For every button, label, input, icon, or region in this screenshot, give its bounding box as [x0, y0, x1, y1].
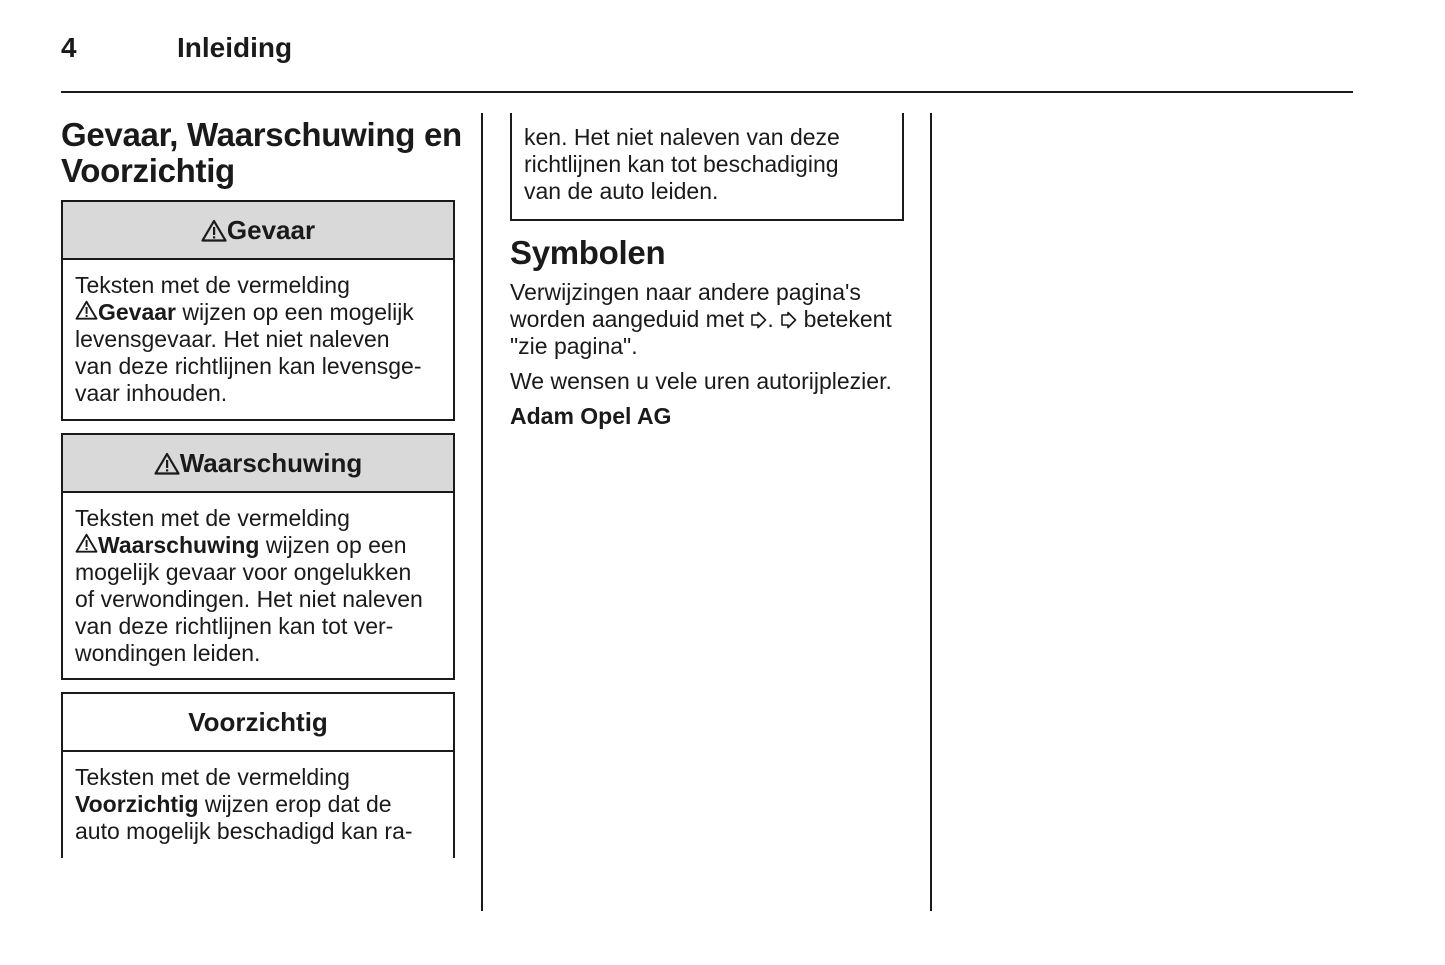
danger-line-4: van deze richtlijnen kan levensge- [75, 353, 422, 379]
caution-cont-line-3: van de auto leiden. [524, 178, 719, 204]
warning-triangle-icon [154, 452, 180, 475]
danger-notice-heading: Gevaar [226, 214, 316, 245]
column-divider-1 [481, 113, 483, 911]
danger-notice-body [63, 260, 453, 407]
caution-line-1: Teksten met de vermelding [75, 764, 350, 790]
danger-bold-term: Gevaar [98, 299, 177, 325]
warning-line-2-text: wijzen op een [265, 532, 407, 558]
warning-line-2 [75, 532, 441, 559]
danger-line-5: vaar inhouden. [75, 380, 228, 406]
symbols-line-1: Verwijzingen naar andere pagina's [510, 279, 861, 305]
caution-cont-line-1: ken. Het niet naleven van deze [524, 124, 840, 150]
warning-line-5: van deze richtlijnen kan tot ver- [75, 613, 394, 639]
symbols-paragraph [510, 279, 920, 360]
warning-triangle-icon [75, 533, 98, 553]
caution-line-3: auto mogelijk beschadigd kan ra- [75, 818, 413, 844]
warning-triangle-icon [201, 219, 227, 242]
symbols-line-3: "zie pagina". [510, 333, 638, 359]
danger-notice-header [63, 202, 453, 260]
danger-line-2 [75, 299, 441, 326]
signature: Adam Opel AG [510, 403, 672, 429]
caution-line-2 [75, 791, 441, 818]
danger-notice [61, 200, 455, 421]
warning-notice-heading: Waarschuwing [179, 447, 363, 478]
warning-line-3: mogelijk gevaar voor ongelukken [75, 559, 412, 585]
column-divider-2 [930, 113, 932, 911]
warning-line-4: of verwondingen. Het niet naleven [75, 586, 423, 612]
caution-line-2-text: wijzen erop dat de [204, 791, 392, 817]
symbols-line-2: worden aangeduid met . betekent [510, 306, 892, 332]
wish-text: We wensen u vele uren autorijplezier. [510, 368, 892, 394]
caution-continued-body [512, 113, 902, 205]
caution-notice [61, 692, 455, 858]
warning-line-1: Teksten met de vermelding [75, 505, 350, 531]
chapter-title: Inleiding [177, 32, 293, 63]
symbols-line-2-end: betekent [803, 306, 892, 332]
header-rule [61, 91, 1353, 93]
symbols-line-2-text: worden aangeduid met [510, 306, 744, 332]
caution-notice-header [63, 694, 453, 752]
section-title-line-1: Gevaar, Waarschuwing en [61, 116, 462, 153]
page-reference-arrow-icon [780, 311, 797, 329]
caution-notice-heading: Voorzichtig [188, 706, 328, 737]
section-title-symbols: Symbolen [510, 234, 666, 271]
caution-cont-line-2: richtlijnen kan tot beschadiging [524, 151, 839, 177]
warning-notice-header [63, 435, 453, 493]
caution-bold-term: Voorzichtig [75, 791, 199, 817]
page-number: 4 [61, 32, 77, 63]
warning-triangle-icon [75, 300, 98, 320]
section-title-line-2: Voorzichtig [61, 152, 235, 189]
danger-line-2-text: wijzen op een mogelijk [182, 299, 414, 325]
warning-notice-body [63, 493, 453, 667]
danger-line-3: levensgevaar. Het niet naleven [75, 326, 390, 352]
warning-notice [61, 433, 455, 680]
section-title-notices [61, 117, 471, 189]
danger-line-1: Teksten met de vermelding [75, 272, 350, 298]
caution-notice-body [63, 752, 453, 845]
warning-bold-term: Waarschuwing [98, 532, 260, 558]
page-reference-arrow-icon [750, 311, 767, 329]
warning-line-6: wondingen leiden. [75, 640, 261, 666]
caution-notice-continued [510, 113, 904, 221]
